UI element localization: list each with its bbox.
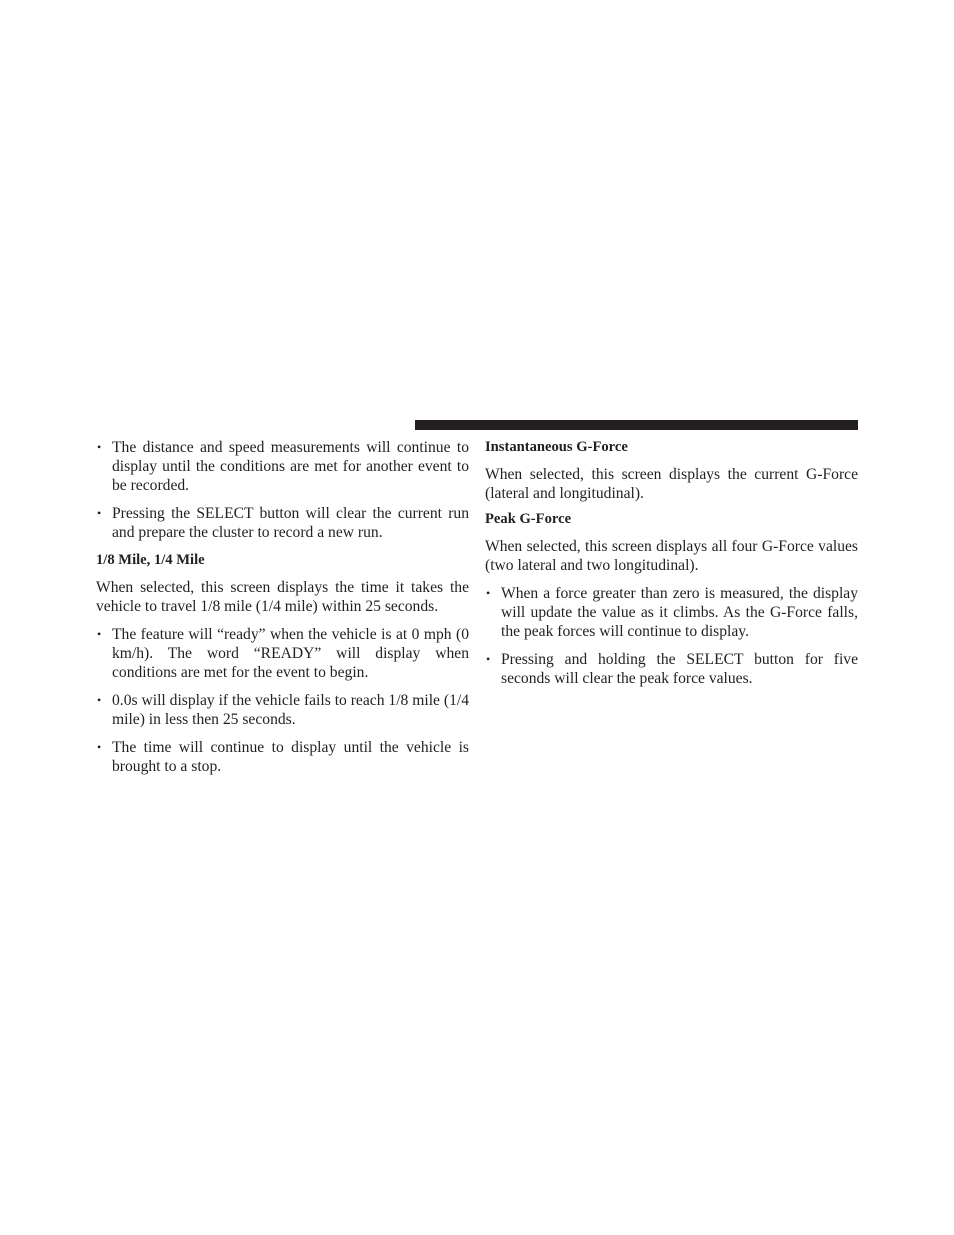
bullet-icon: • (97, 740, 102, 754)
list-item-text: 0.0s will display if the vehicle fails to reach 1/8 mile (1/4 mile) in less then 25 seconds. (112, 692, 469, 728)
paragraph-instantaneous-g-force: When selected, this screen displays the current G-Force (lateral and longitudinal). (485, 466, 858, 502)
list-item-text: The time will continue to display until the vehicle is brought to a stop. (112, 739, 469, 775)
bullet-list-peak (485, 584, 858, 688)
section-header-bar (415, 420, 858, 430)
bullet-icon: • (486, 652, 491, 666)
list-item (96, 504, 469, 542)
bullet-icon: • (97, 693, 102, 707)
list-item-text: Pressing the SELECT button will clear the current run and prepare the cluster to record a new run. (112, 505, 469, 541)
list-item-text: Pressing and holding the SELECT button for five seconds will clear the peak force values. (501, 651, 858, 687)
list-item (96, 691, 469, 729)
bullet-icon: • (97, 440, 102, 454)
bullet-icon: • (97, 627, 102, 641)
list-item (485, 650, 858, 688)
list-item (96, 625, 469, 682)
heading-peak-g-force: Peak G-Force (485, 511, 572, 527)
section-heading: 1/8 Mile, 1/4 Mile (96, 552, 205, 568)
right-column (485, 438, 858, 697)
list-item-text: The distance and speed measurements will continue to display until the conditions are met for another event to be recorded. (112, 439, 469, 494)
list-item-text: The feature will “ready” when the vehicle is at 0 mph (0 km/h). The word “READY” will display when conditions are met for the event to begin. (112, 626, 469, 681)
left-column (96, 438, 469, 785)
paragraph-peak-g-force: When selected, this screen displays all four G-Force values (two lateral and two longitudinal). (485, 538, 858, 574)
bullet-list-section (96, 625, 469, 776)
heading-instantaneous-g-force: Instantaneous G-Force (485, 439, 628, 455)
list-item-text: When a force greater than zero is measured, the display will update the value as it climbs. As the G-Force falls, the peak forces will continue to display. (501, 585, 858, 640)
list-item (96, 738, 469, 776)
bullet-list-top (96, 438, 469, 542)
list-item (96, 438, 469, 495)
section-paragraph: When selected, this screen displays the time it takes the vehicle to travel 1/8 mile (1/4 mile) within 25 seconds. (96, 579, 469, 615)
bullet-icon: • (486, 586, 491, 600)
bullet-icon: • (97, 506, 102, 520)
list-item (485, 584, 858, 641)
